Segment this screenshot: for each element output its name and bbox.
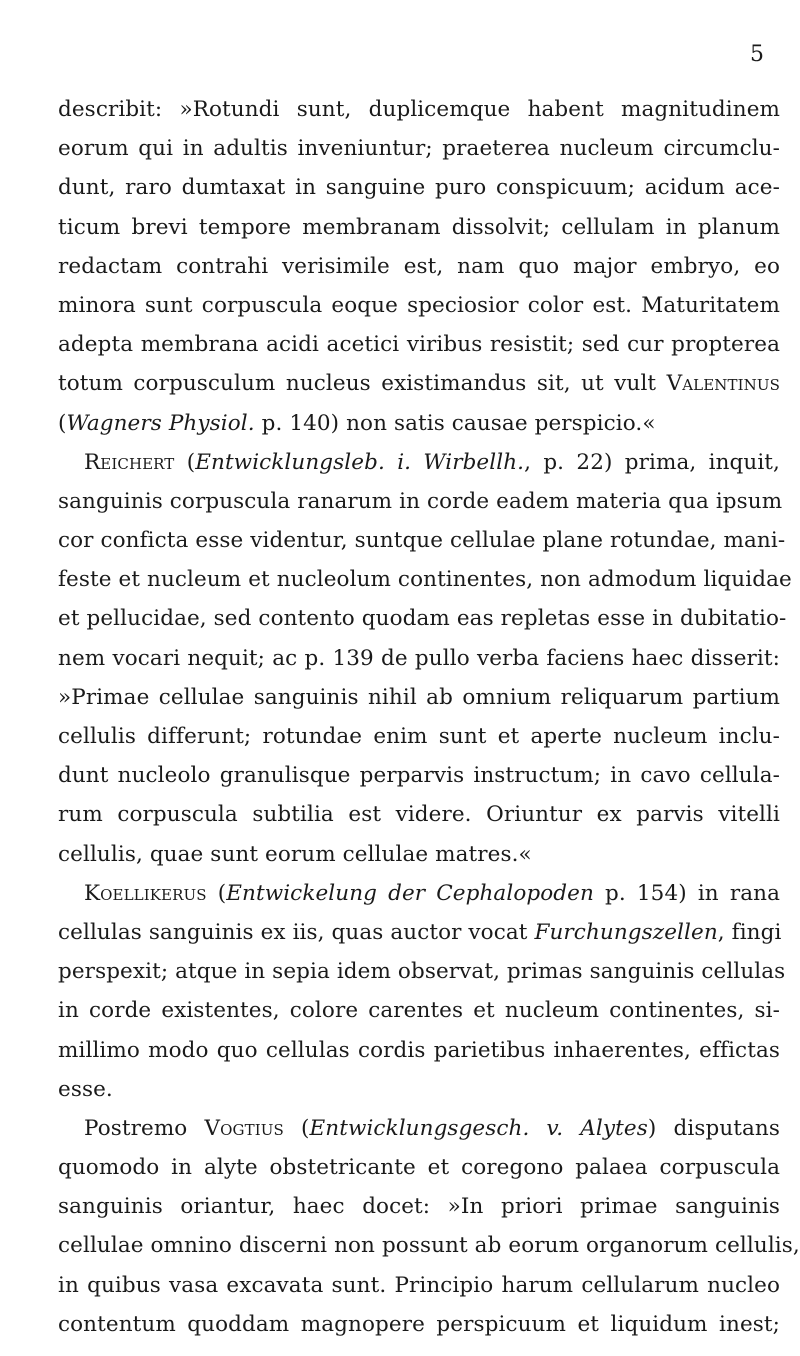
text-line xyxy=(58,364,780,403)
text-line xyxy=(58,1226,800,1265)
text-line xyxy=(58,599,787,638)
text-segment: cellulis differunt; rotundae enim sunt et aperte nucleum inclu- xyxy=(58,724,780,749)
text-segment: , p. 22) prima, inquit, xyxy=(524,449,780,475)
text-segment: redactam contrahi verisimile est, nam quo major embryo, eo xyxy=(58,253,780,279)
text-line xyxy=(58,1109,780,1148)
text-line xyxy=(58,756,780,795)
text-segment: »Primae cellulae sanguinis nihil ab omnium reliquarum partium xyxy=(58,684,780,710)
text-segment: p. 140) non satis causae perspicio.« xyxy=(254,410,656,436)
text-line xyxy=(58,286,780,325)
text-line xyxy=(58,443,780,482)
text-segment: totum corpusculum nucleus existimandus sit, ut vult xyxy=(58,371,667,397)
text-segment: et pellucidae, sed contento quodam eas repletas esse in dubitatio- xyxy=(58,606,787,632)
text-line xyxy=(58,835,780,874)
citation-title: Wagners Physiol. xyxy=(66,410,255,436)
text-segment: nem vocari nequit; ac p. 139 de pullo verba faciens haec disserit: xyxy=(58,645,780,671)
text-segment: esse. xyxy=(58,1076,113,1102)
text-line xyxy=(58,560,792,599)
text-line xyxy=(58,325,780,364)
text-segment: sanguinis oriantur, haec docet: »In priori primae sanguinis xyxy=(58,1194,780,1220)
text-segment: contentum quoddam magnopere perspicuum et liquidum inest; xyxy=(58,1311,780,1337)
text-line xyxy=(58,717,780,756)
text-segment: rum corpuscula subtilia est videre. Oriuntur ex parvis vitelli xyxy=(58,802,780,828)
text-line xyxy=(58,521,786,560)
text-segment: perspexit; atque in sepia idem observat, primas sanguinis cellulas xyxy=(58,959,786,985)
text-segment: in corde existentes, colore carentes et nucleum continentes, si- xyxy=(58,998,780,1024)
text-segment: eorum qui in adultis inveniuntur; praeterea nucleum circumclu- xyxy=(58,136,780,162)
text-segment: millimo modo quo cellulas cordis parietibus inhaerentes, effictas xyxy=(58,1037,780,1063)
text-line xyxy=(58,1148,780,1187)
author-name: Reichert xyxy=(84,449,175,475)
text-line xyxy=(58,952,786,991)
text-segment: ) disputans xyxy=(647,1115,780,1141)
text-segment: Postremo xyxy=(84,1115,205,1141)
text-segment: sanguinis corpuscula ranarum in corde eadem materia qua ipsum xyxy=(58,488,783,514)
text-line xyxy=(58,913,780,952)
author-name: Koellikerus xyxy=(84,880,207,906)
text-segment: , fingi xyxy=(717,919,782,945)
text-segment: cellulis, quae sunt eorum cellulae matres.« xyxy=(58,841,532,867)
text-segment: dunt nucleolo granulisque perparvis instructum; in cavo cellula- xyxy=(58,763,780,789)
text-line xyxy=(58,129,780,168)
text-line xyxy=(58,404,780,443)
text-line xyxy=(58,1070,780,1109)
text-line xyxy=(58,482,783,521)
text-line xyxy=(58,1266,780,1305)
text-segment: feste et nucleum et nucleolum continentes, non admodum liquidae xyxy=(58,567,792,593)
text-segment: ticum brevi tempore membranam dissolvit; cellulam in planum xyxy=(58,214,780,240)
text-line xyxy=(58,247,780,286)
text-segment: ( xyxy=(174,449,196,475)
author-name: Valentinus xyxy=(666,371,780,397)
text-segment: ( xyxy=(206,880,227,906)
text-line xyxy=(58,874,780,913)
citation-title: Furchungszellen xyxy=(534,919,718,945)
text-line xyxy=(58,678,780,717)
text-line xyxy=(58,1305,780,1344)
text-segment: ( xyxy=(58,410,67,436)
text-segment: cor conficta esse videntur, suntque cellulae plane rotundae, mani- xyxy=(58,528,786,554)
text-line xyxy=(58,1031,780,1070)
citation-title: Entwicklungsgesch. v. Alytes xyxy=(309,1115,648,1141)
author-name: Vogtius xyxy=(204,1115,284,1141)
text-segment: in quibus vasa excavata sunt. Principio harum cellularum nucleo xyxy=(58,1272,780,1298)
text-line xyxy=(58,208,780,247)
text-line xyxy=(58,1187,780,1226)
text-line xyxy=(58,90,780,129)
citation-title: Entwickelung der Cephalopoden xyxy=(226,880,594,906)
text-segment: p. 154) in rana xyxy=(593,880,780,906)
text-segment: ( xyxy=(283,1115,310,1141)
text-segment: cellulas sanguinis ex iis, quas auctor vocat xyxy=(58,919,535,945)
citation-title: Entwicklungsleb. i. Wirbellh. xyxy=(195,449,525,475)
text-line xyxy=(58,639,780,678)
page-number: 5 xyxy=(750,42,764,67)
text-segment: minora sunt corpuscula eoque speciosior color est. Maturitatem xyxy=(58,292,780,318)
text-segment: describit: »Rotundi sunt, duplicemque habent magnitudinem xyxy=(58,97,780,122)
text-line xyxy=(58,991,780,1030)
text-segment: dunt, raro dumtaxat in sanguine puro conspicuum; acidum ace- xyxy=(58,175,780,201)
body-text xyxy=(58,90,800,1344)
text-segment: cellulae omnino discerni non possunt ab eorum organorum cellulis, xyxy=(58,1233,800,1259)
text-segment: adepta membrana acidi acetici viribus resistit; sed cur propterea xyxy=(58,332,780,358)
text-segment: quomodo in alyte obstetricante et coregono palaea corpuscula xyxy=(58,1155,780,1181)
text-line xyxy=(58,795,780,834)
text-line xyxy=(58,168,780,207)
